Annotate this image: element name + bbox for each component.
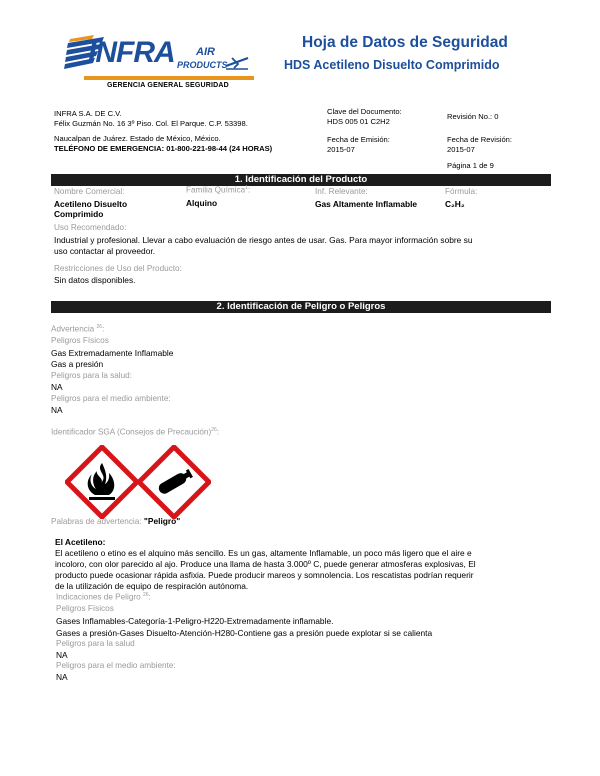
document-key-label: Clave del Documento: <box>327 107 402 116</box>
section-1-header: 1. Identificación del Producto <box>51 174 551 186</box>
warning-sup: 26 <box>96 324 103 330</box>
document-key-value: HDS 005 01 C2H2 <box>327 117 390 126</box>
physical-hazards-2-label: Peligros Físicos <box>56 604 114 613</box>
hazard-statements-label-text: Indicaciones de Peligro <box>56 592 141 602</box>
health-hazards-2-value: NA <box>56 650 68 660</box>
trade-name-line-2: Comprimido <box>54 209 104 219</box>
warning-label <box>51 324 104 334</box>
use-restrictions-label: Restricciones de Uso del Producto: <box>54 264 182 273</box>
logo-orange-bar <box>84 76 254 80</box>
chemical-family-value: Alquino <box>186 198 218 208</box>
revision-number: Revisión No.: 0 <box>447 112 499 121</box>
company-name: INFRA S.A. DE C.V. <box>54 109 122 118</box>
signal-word-value: "Peligro" <box>143 516 181 526</box>
hazard-statements-sup: 26 <box>142 592 149 598</box>
signal-word <box>51 516 180 526</box>
trade-name-line-1: Acetileno Disuelto <box>54 199 128 209</box>
health-hazards-2-label: Peligros para la salud <box>56 639 135 648</box>
acetylene-desc-line-4: de la utilización de equipo de respiración autónoma. <box>55 581 249 591</box>
environment-hazards-value: NA <box>51 405 63 415</box>
warning-label-end: : <box>102 324 105 334</box>
section-2-header: 2. Identificación de Peligro o Peligros <box>51 301 551 313</box>
revision-date-value: 2015-07 <box>447 145 475 154</box>
recommended-use-line-1: Industrial y profesional. Llevar a cabo evaluación de riesgo antes de usar. Gas. Para mayor información sobre su <box>54 235 473 245</box>
page-number: Página 1 de 9 <box>447 161 494 170</box>
recommended-use-label: Uso Recomendado: <box>54 223 127 232</box>
document-subtitle: HDS Acetileno Disuelto Comprimido <box>284 58 500 72</box>
revision-date-label: Fecha de Revisión: <box>447 135 513 144</box>
chemical-family-label-text: Familia Química <box>186 185 246 195</box>
environment-hazards-2-value: NA <box>56 672 68 682</box>
acetylene-desc-line-2: incoloro, con olor parecido al ajo. Produce una llama de hasta 3.000º C, puede generar atmosferas explosivas, El <box>55 559 476 569</box>
issue-date-label: Fecha de Emisión: <box>327 135 390 144</box>
formula-label: Fórmula: <box>445 187 478 196</box>
hazard-statements-label <box>56 592 151 602</box>
sga-sup: 26 <box>211 427 217 433</box>
use-restrictions-value: Sin datos disponibles. <box>54 275 136 285</box>
logo-tagline: GERENCIA GENERAL SEGURIDAD <box>107 82 229 89</box>
logo-plane-mark-icon <box>224 54 250 70</box>
logo-air-text: AIR <box>196 46 215 58</box>
sga-label-end: : <box>216 427 220 437</box>
recommended-use-line-2: uso contactar al proveedor. <box>54 246 156 256</box>
acetylene-desc-line-3: producto puede ocasionar rápida asfixia. Puede producir mareos y somnolencia. Los rescatistas podrían requerir <box>55 570 474 580</box>
hazard-statement-h280: Gases a presión-Gases Disuelto-Atención-H280-Contiene gas a presión puede explotar si se calienta <box>56 628 433 638</box>
sga-identifier-label <box>51 427 219 437</box>
chemical-family-label <box>186 185 250 195</box>
environment-hazards-label: Peligros para el medio ambiente: <box>51 394 171 403</box>
signal-word-label: Palabras de advertencia: <box>51 517 142 526</box>
acetylene-desc-line-1: El acetileno o etino es el alquino más sencillo. Es un gas, altamente Inflamable, un poco más ligero que el aire e <box>55 548 472 558</box>
formula-value: C₂H₂ <box>445 199 465 209</box>
relevant-info-label: Inf. Relevante: <box>315 187 368 196</box>
company-address-1: Félix Guzmán No. 16 3º Piso. Col. El Parque. C.P. 53398. <box>54 119 248 128</box>
environment-hazards-2-label: Peligros para el medio ambiente: <box>56 661 176 670</box>
chemical-family-sup: 1 <box>245 185 248 191</box>
logo-wordmark: INFRA <box>88 36 175 69</box>
trade-name-label: Nombre Comercial: <box>54 187 125 196</box>
acetylene-heading: El Acetileno: <box>55 537 106 547</box>
document-title: Hoja de Datos de Seguridad <box>302 34 508 51</box>
issue-date-value: 2015-07 <box>327 145 355 154</box>
flame-pictogram-icon <box>65 445 139 519</box>
logo-products-text: PRODUCTS <box>177 60 228 70</box>
health-hazards-value: NA <box>51 382 63 392</box>
hazard-statements-label-end: : <box>148 592 151 602</box>
chemical-family-label-end: : <box>247 185 251 195</box>
health-hazards-label: Peligros para la salud: <box>51 371 133 380</box>
physical-hazard-1: Gas Extremadamente Inflamable <box>51 348 174 358</box>
emergency-phone <box>54 143 272 154</box>
gas-cylinder-pictogram-icon <box>137 445 211 519</box>
emergency-phone-text: TELÉFONO DE EMERGENCIA: 01-800-221-98-44 (24 HORAS) <box>54 144 273 153</box>
sga-label-text: Identificador SGA (Consejos de Precaución) <box>51 427 212 437</box>
company-logo <box>64 31 254 95</box>
relevant-info-value: Gas Altamente Inflamable <box>315 199 418 209</box>
physical-hazard-2: Gas a presión <box>51 359 104 369</box>
hazard-statement-h220: Gases Inflamables-Categoría-1-Peligro-H220-Extremadamente inflamable. <box>56 616 334 626</box>
warning-label-text: Advertencia <box>51 324 95 334</box>
company-address-2: Naucalpan de Juárez. Estado de México, México. <box>54 134 221 143</box>
physical-hazards-label: Peligros Físicos <box>51 336 109 345</box>
